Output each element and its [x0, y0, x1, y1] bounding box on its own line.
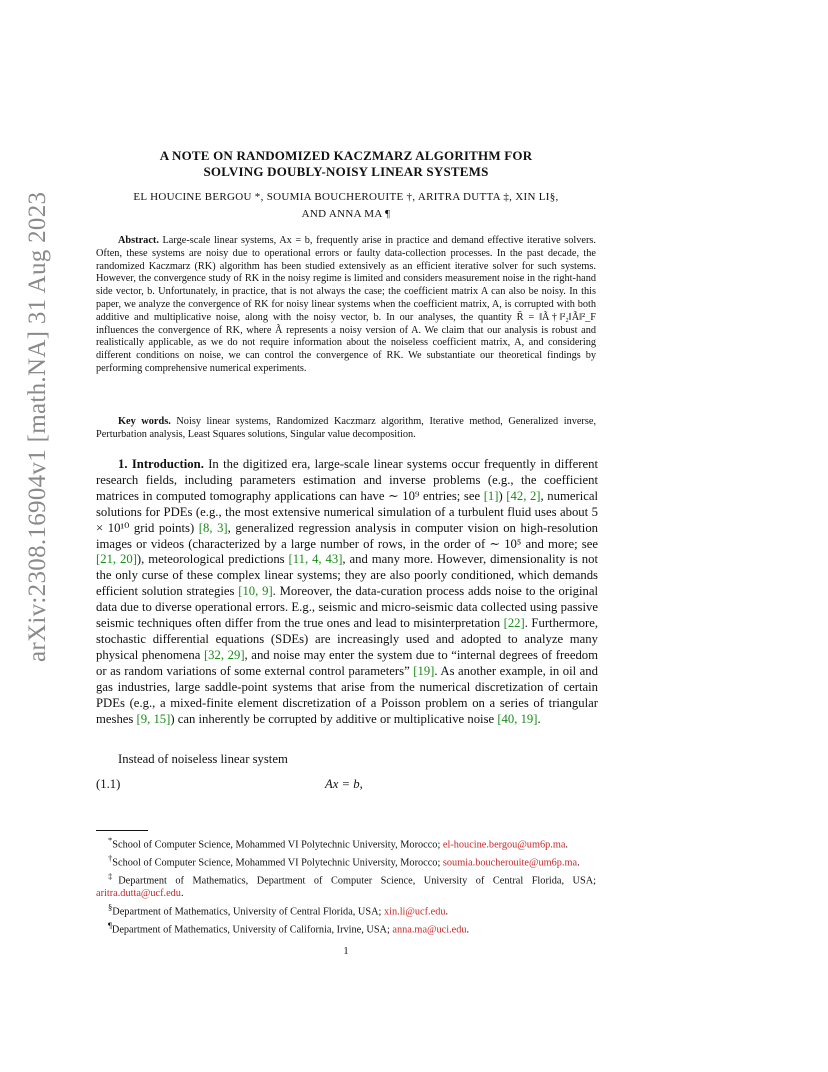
footnote-mark: * [108, 835, 113, 845]
email-link[interactable]: aritra.dutta@ucf.edu [96, 888, 181, 900]
citation-link[interactable]: [32, 29] [203, 647, 245, 662]
authors-line-2: AND ANNA MA ¶ [301, 208, 391, 220]
email-link[interactable]: xin.li@ucf.edu [383, 906, 446, 918]
keywords-body: Noisy linear systems, Randomized Kaczmarz algorithm, Iterative method, Generalized inverse, Perturbation analysis, Least Squares solutions, Singular value decomposition. [96, 416, 597, 440]
introduction-paragraph-2: Instead of noiseless linear system [118, 752, 288, 766]
footnote-1: *School of Computer Science, Mohammed VI Polytechnic University, Morocco; el-houcine.bergou@um6p.ma. [108, 835, 568, 851]
footnote-rule [96, 830, 148, 831]
footnote-text: Department of Mathematics, University of California, Irvine, USA; [111, 924, 390, 936]
footnote-text: School of Computer Science, Mohammed VI Polytechnic University, Morocco; [112, 839, 441, 851]
citation-link[interactable]: [9, 15] [136, 711, 171, 726]
intro-text: ), meteorological predictions [136, 552, 285, 567]
intro-text: ) can inherently be corrupted by additive or multiplicative noise [170, 711, 495, 726]
citation-link[interactable]: [11, 4, 43] [288, 552, 343, 567]
intro-text: ) [498, 488, 503, 503]
citation-link[interactable]: [8, 3] [198, 520, 228, 535]
intro-text: , and many more. However, dimensionality is not the only curse of these complex linear systems; they are also poorly conditioned, which demands efficient solution strategies [96, 552, 599, 599]
citation-link[interactable]: [21, 20] [96, 552, 137, 567]
citation-link[interactable]: [19] [413, 663, 435, 678]
citation-link[interactable]: [22] [503, 616, 525, 631]
equation-body: Ax = b, [325, 777, 363, 791]
email-link[interactable]: anna.ma@uci.edu [392, 924, 467, 936]
intro-text: . Furthermore, stochastic differential equations (SDEs) are increasingly used and adopted to analyze many physical phenomena [96, 616, 599, 662]
footnote-mark: † [108, 853, 113, 864]
abstract-body: Large-scale linear systems, Ax = b, frequently arise in practice and demand effective iterative solvers. Often, these systems are noisy due to operational errors or faulty data-collection processes. In the past decade, the randomized Kaczmarz (RK) algorithm has been studied extensively as an efficient iterative solver for such systems. However, the convergence study of RK in the noisy regime is limited and considers measurement noise in the right-hand side vector, b. Unfortunately, in practice, that is not always the case; the coefficient matrix A can also be noisy. In this paper, we analyze the convergence of RK for noisy linear systems when the coefficient matrix, A, is corrupted with both additive and multiplicative noise, along with the noisy vector, b. In our analyses, the quantity R̃ = ‖Ã†‖²₂‖Ã‖²_F influences the convergence of RK, where Ã represents a noisy version of A. We claim that our analysis is robust and realistically applicable, as we do not require information about the noiseless coefficient matrix, A, and considering different conditions on noise, we can control the convergence of RK. We substantiate our theoretical findings by performing comprehensive numerical experiments. [96, 235, 597, 374]
footnote-mark: § [108, 901, 113, 912]
authors-line-1: EL HOUCINE BERGOU *, SOUMIA BOUCHEROUITE †, ARITRA DUTTA ‡, XIN LI§, [133, 191, 559, 203]
equation-1-1 [96, 776, 598, 792]
footnote-mark: ¶ [108, 919, 112, 930]
arxiv-identifier-stamp [20, 191, 60, 662]
footnote-text: Department of Mathematics, Department of Computer Science, University of Central Florida, USA; [118, 875, 597, 887]
intro-text: , generalized regression analysis in computer vision on high-resolution images or videos (characterized by a large number of rows, in the order of ∼ 10⁵ and more; see [96, 520, 599, 551]
title-line-2: SOLVING DOUBLY-NOISY LINEAR SYSTEMS [203, 164, 489, 179]
footnotes [96, 834, 596, 937]
paper-title [96, 148, 596, 180]
equation-number: (1.1) [96, 777, 121, 791]
keywords-heading: Key words. [118, 416, 171, 427]
footnote-5: ¶Department of Mathematics, University of California, Irvine, USA; anna.ma@uci.edu. [108, 919, 470, 936]
footnote-4: §Department of Mathematics, University of Central Florida, USA; xin.li@ucf.edu. [108, 901, 449, 918]
abstract [96, 235, 596, 376]
keywords [96, 416, 596, 442]
email-link[interactable]: soumia.boucherouite@um6p.ma [442, 857, 578, 869]
arxiv-stamp-text: arXiv:2308.16904v1 [math.NA] 31 Aug 2023 [24, 191, 51, 662]
footnote-text: Department of Mathematics, University of Central Florida, USA; [112, 906, 382, 918]
intro-text: . As another example, in oil and gas industries, large saddle-point systems that arise from the numerical discretization of certain PDEs (e.g., a mixed-finite element discretization of a Poisson problem on a series of triangular meshes [96, 663, 598, 726]
title-line-1: A NOTE ON RANDOMIZED KACZMARZ ALGORITHM FOR [159, 148, 533, 163]
abstract-heading: Abstract. [118, 235, 159, 246]
footnote-text: School of Computer Science, Mohammed VI Polytechnic University, Morocco; [112, 857, 441, 869]
author-list [96, 189, 596, 223]
section-heading-introduction: 1. Introduction. [118, 457, 204, 471]
intro-text: , and noise may enter the system due to “internal degrees of freedom or as random variations of some external control parameters” [96, 647, 599, 678]
introduction-paragraph [96, 457, 598, 727]
intro-text: . Moreover, the data-curation process adds noise to the original data due to diverse operational errors. E.g., seismic and micro-seismic data collected using passive seismic techniques often differ from the true ones and lead to misinterpretation [96, 584, 598, 631]
email-link[interactable]: el-houcine.bergou@um6p.ma [442, 839, 566, 851]
page-number: 1 [343, 946, 349, 957]
citation-link[interactable]: [10, 9] [238, 584, 273, 599]
intro-text: , numerical solutions for PDEs (e.g., the most extensive numerical simulation of a turbulent fluid uses about 5 × 10¹⁰ grid points) [96, 488, 599, 535]
citation-link[interactable]: [42, 2] [506, 488, 541, 503]
footnote-mark: ‡ [108, 871, 119, 882]
intro-text: In the digitized era, large-scale linear systems occur frequently in different research fields, including parameters estimation and inverse problems (e.g., the coefficient matrices in computed tomography applications can have ∼ 10⁹ entries; see [96, 457, 598, 503]
footnote-3: ‡Department of Mathematics, Department of Computer Science, University of Central Florida, USA; aritra.dutta@ucf.edu. [96, 871, 597, 900]
intro-text: . [537, 711, 541, 726]
citation-link[interactable]: [40, 19] [497, 711, 538, 726]
footnote-2: †School of Computer Science, Mohammed VI Polytechnic University, Morocco; soumia.boucherouite@um6p.ma. [108, 853, 580, 869]
citation-link[interactable]: [1] [483, 488, 499, 503]
